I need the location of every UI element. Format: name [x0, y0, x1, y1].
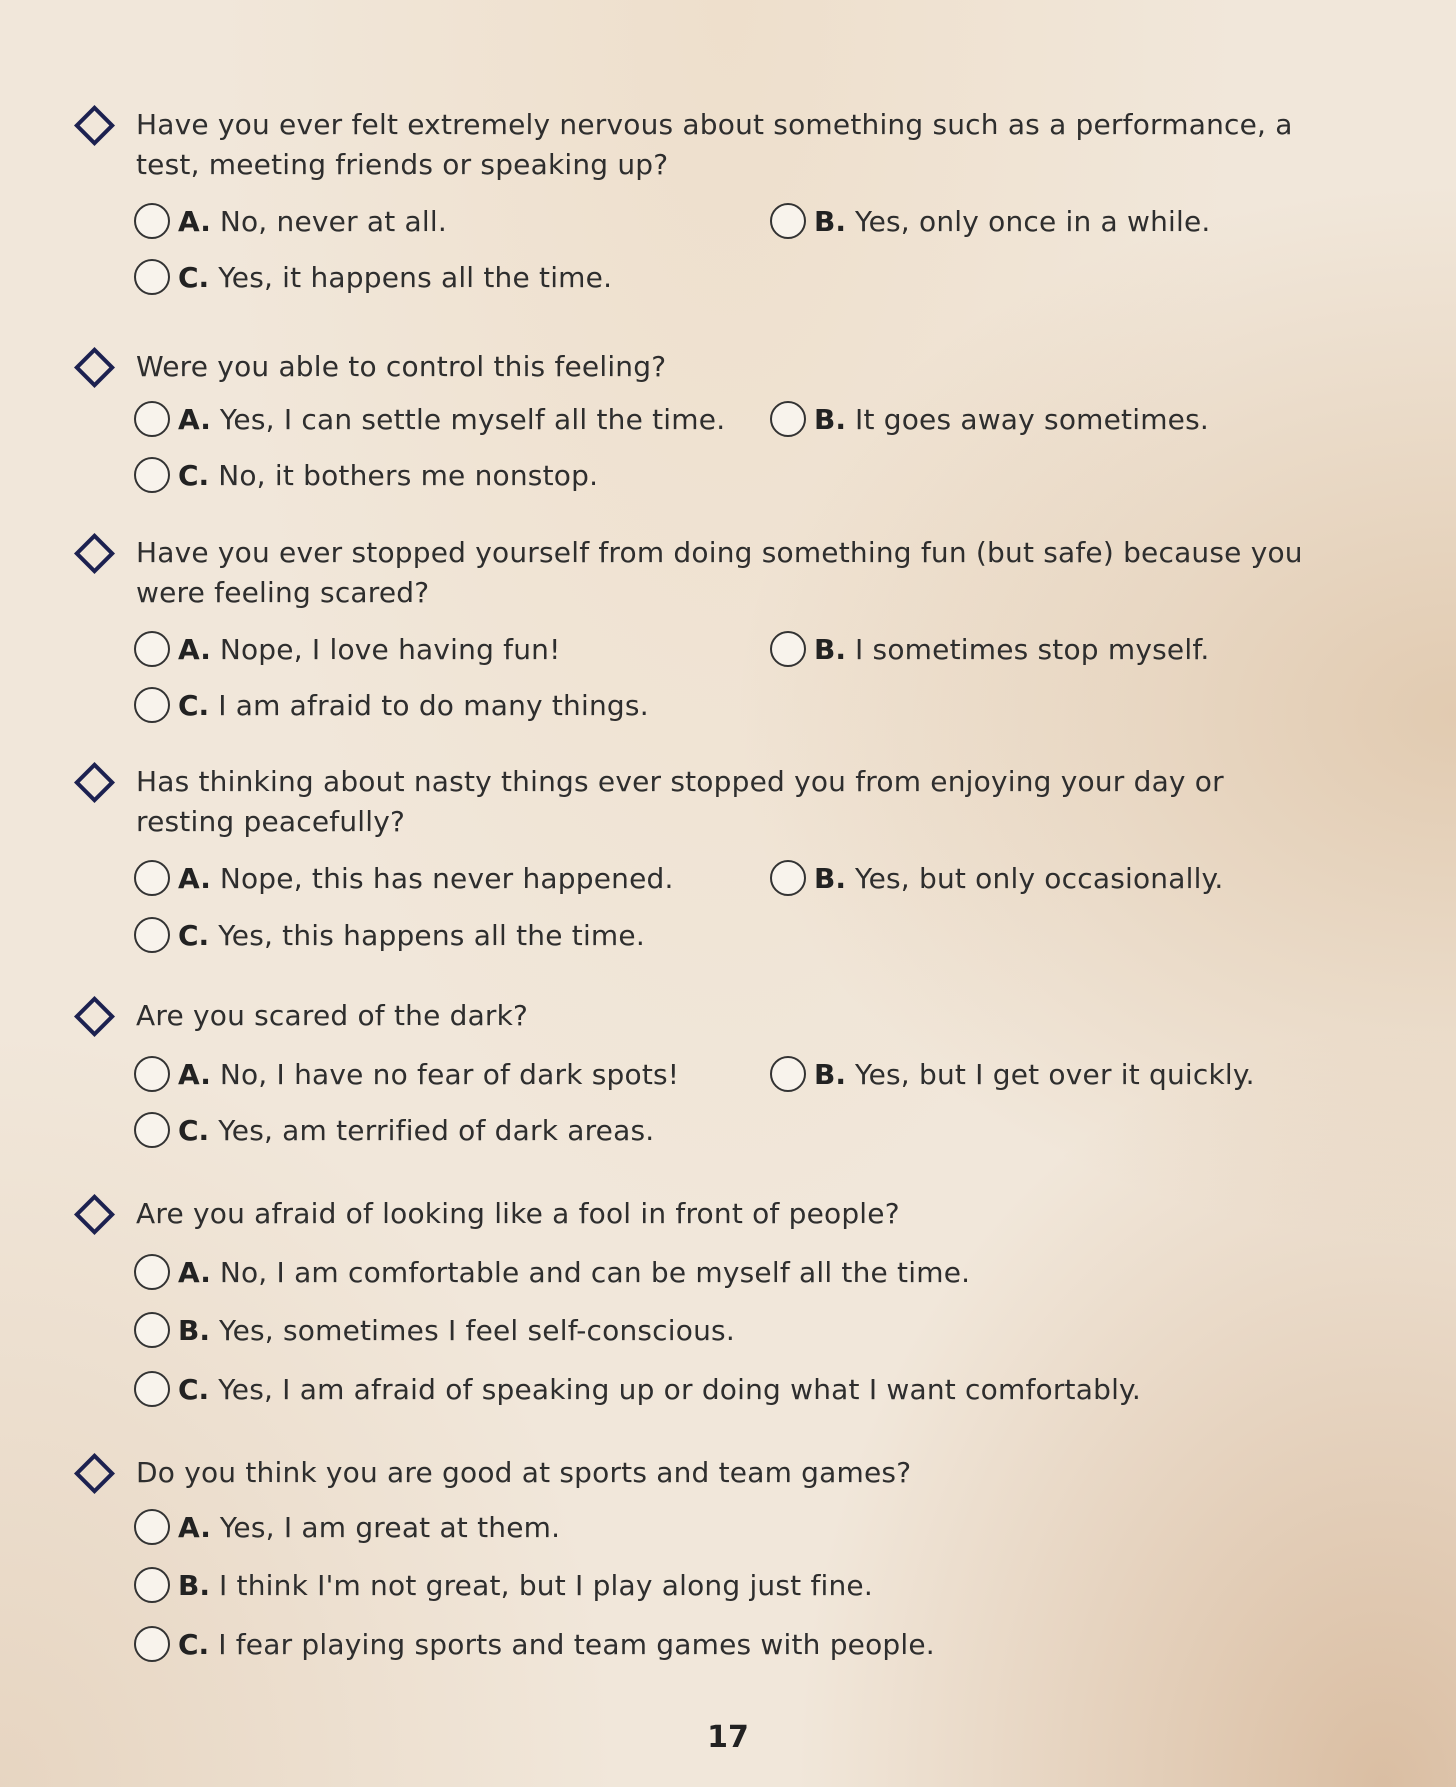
option-c[interactable] [134, 913, 645, 957]
option-letter: B. [814, 402, 846, 436]
option-text: It goes away sometimes. [854, 402, 1209, 436]
option-b[interactable] [770, 627, 1209, 671]
option-c[interactable] [134, 1108, 654, 1152]
option-text: Yes, this happens all the time. [218, 918, 645, 952]
option-text: I am afraid to do many things. [218, 688, 649, 722]
question-5 [72, 996, 1322, 1162]
option-b[interactable] [770, 397, 1209, 441]
option-text: Yes, it happens all the time. [218, 260, 613, 294]
page-number: 17 [707, 1720, 749, 1755]
option-a[interactable] [134, 856, 674, 900]
option-b[interactable] [770, 856, 1223, 900]
option-letter: B. [814, 1057, 846, 1091]
question-3 [72, 533, 1322, 737]
radio-circle-icon[interactable] [134, 1254, 170, 1290]
radio-circle-icon[interactable] [134, 917, 170, 953]
diamond-bullet-icon [74, 533, 115, 574]
option-b[interactable] [770, 1052, 1255, 1096]
diamond-bullet-icon [74, 762, 115, 803]
diamond-bullet-icon [74, 347, 115, 388]
option-text: Yes, only once in a while. [854, 204, 1211, 238]
question-text: Has thinking about nasty things ever stopped you from enjoying your day or resting peacefully? [136, 765, 1224, 838]
radio-circle-icon[interactable] [134, 1509, 170, 1545]
answer-options [134, 856, 1322, 966]
question-6 [72, 1194, 1322, 1410]
question-header [72, 1453, 1322, 1493]
question-text: Are you afraid of looking like a fool in front of people? [136, 1197, 900, 1230]
question-header [72, 105, 1322, 185]
radio-circle-icon[interactable] [770, 203, 806, 239]
answer-options [134, 627, 1322, 737]
option-b[interactable] [770, 199, 1211, 243]
option-a[interactable] [134, 199, 447, 243]
option-letter: A. [178, 204, 211, 238]
question-header [72, 533, 1322, 613]
option-c[interactable] [134, 453, 598, 497]
option-letter: B. [814, 861, 846, 895]
radio-circle-icon[interactable] [134, 687, 170, 723]
option-text: Yes, am terrified of dark areas. [218, 1113, 655, 1147]
option-text: I think I'm not great, but I play along just fine. [218, 1568, 873, 1602]
option-c[interactable] [134, 255, 612, 299]
option-letter: C. [178, 1372, 210, 1406]
option-text: Yes, but I get over it quickly. [854, 1057, 1255, 1091]
option-text: Yes, but only occasionally. [854, 861, 1224, 895]
radio-circle-icon[interactable] [134, 401, 170, 437]
option-text: No, I have no fear of dark spots! [219, 1057, 680, 1091]
radio-circle-icon[interactable] [134, 631, 170, 667]
option-b[interactable] [134, 1308, 735, 1352]
question-header [72, 996, 1322, 1036]
option-letter: C. [178, 1113, 210, 1147]
option-text: Nope, this has never happened. [219, 861, 674, 895]
radio-circle-icon[interactable] [134, 1626, 170, 1662]
option-text: Yes, I can settle myself all the time. [219, 402, 726, 436]
option-text: No, it bothers me nonstop. [218, 458, 599, 492]
question-text: Have you ever felt extremely nervous about something such as a performance, a test, meeting friends or speaking up? [136, 108, 1293, 181]
option-letter: C. [178, 688, 210, 722]
radio-circle-icon[interactable] [134, 1371, 170, 1407]
option-c[interactable] [134, 683, 649, 727]
radio-circle-icon[interactable] [134, 259, 170, 295]
radio-circle-icon[interactable] [770, 860, 806, 896]
option-letter: B. [814, 632, 846, 666]
option-text: I fear playing sports and team games with people. [218, 1627, 935, 1661]
diamond-bullet-icon [74, 1453, 115, 1494]
option-letter: B. [814, 204, 846, 238]
radio-circle-icon[interactable] [770, 1056, 806, 1092]
question-text: Do you think you are good at sports and team games? [136, 1456, 912, 1489]
option-letter: A. [178, 1255, 211, 1289]
question-header [72, 762, 1322, 842]
option-c[interactable] [134, 1622, 935, 1666]
radio-circle-icon[interactable] [134, 457, 170, 493]
question-header [72, 1194, 1322, 1234]
diamond-bullet-icon [74, 1194, 115, 1235]
option-text: No, never at all. [219, 204, 447, 238]
answer-options [134, 397, 1322, 507]
option-text: No, I am comfortable and can be myself all the time. [219, 1255, 971, 1289]
question-7 [72, 1453, 1322, 1665]
option-letter: C. [178, 918, 210, 952]
option-letter: A. [178, 1510, 211, 1544]
diamond-bullet-icon [74, 105, 115, 146]
option-text: Nope, I love having fun! [219, 632, 561, 666]
radio-circle-icon[interactable] [134, 203, 170, 239]
option-a[interactable] [134, 627, 561, 671]
option-letter: A. [178, 1057, 211, 1091]
answer-options [134, 199, 1322, 309]
option-text: Yes, I am great at them. [219, 1510, 561, 1544]
option-a[interactable] [134, 1250, 970, 1294]
radio-circle-icon[interactable] [134, 1056, 170, 1092]
option-text: I sometimes stop myself. [854, 632, 1210, 666]
option-letter: C. [178, 1627, 210, 1661]
radio-circle-icon[interactable] [134, 1112, 170, 1148]
option-letter: C. [178, 458, 210, 492]
option-letter: A. [178, 632, 211, 666]
option-text: Yes, sometimes I feel self-conscious. [218, 1313, 735, 1347]
option-b[interactable] [134, 1563, 873, 1607]
question-4 [72, 762, 1322, 966]
option-letter: B. [178, 1313, 210, 1347]
option-text: Yes, I am afraid of speaking up or doing what I want comfortably. [218, 1372, 1141, 1406]
option-a[interactable] [134, 1052, 679, 1096]
answer-options [134, 1250, 1322, 1410]
diamond-bullet-icon [74, 996, 115, 1037]
question-header [72, 347, 1322, 387]
question-text: Have you ever stopped yourself from doing something fun (but safe) because you were feeling scared? [136, 536, 1303, 609]
option-letter: A. [178, 861, 211, 895]
question-text: Are you scared of the dark? [136, 999, 529, 1032]
radio-circle-icon[interactable] [134, 860, 170, 896]
radio-circle-icon[interactable] [770, 401, 806, 437]
question-2 [72, 347, 1322, 507]
option-a[interactable] [134, 397, 725, 441]
radio-circle-icon[interactable] [770, 631, 806, 667]
radio-circle-icon[interactable] [134, 1312, 170, 1348]
answer-options [134, 1505, 1322, 1665]
option-a[interactable] [134, 1505, 560, 1549]
question-text: Were you able to control this feeling? [136, 350, 667, 383]
option-c[interactable] [134, 1367, 1141, 1411]
radio-circle-icon[interactable] [134, 1567, 170, 1603]
question-1 [72, 105, 1322, 309]
option-letter: B. [178, 1568, 210, 1602]
answer-options [134, 1052, 1322, 1162]
option-letter: A. [178, 402, 211, 436]
option-letter: C. [178, 260, 210, 294]
